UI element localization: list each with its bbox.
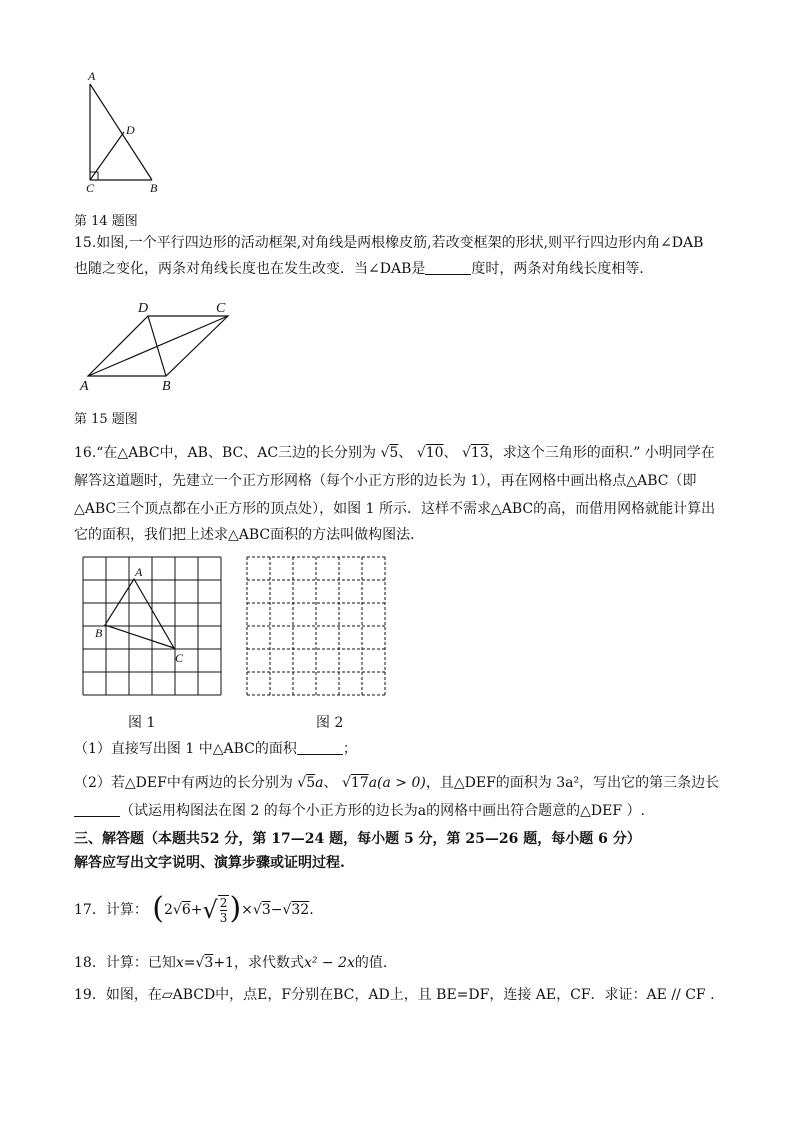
q17-end: . xyxy=(309,902,314,918)
q17-sqrt32: √32 xyxy=(282,902,310,918)
q16-line-2: 解答这道题时，先建立一个正方形网格（每个小正方形的边长为 1），再在网格中画出格点△ABC（即 xyxy=(74,473,697,489)
q17-sqrt3: √3 xyxy=(252,902,271,918)
q16-text-b: ，求这个三角形的面积.” 小明同学在 xyxy=(488,445,715,461)
dashed-grid xyxy=(247,557,385,695)
label-a: A xyxy=(88,69,96,83)
segment-ab xyxy=(90,84,152,180)
q18-plus1: +1 xyxy=(213,955,234,971)
q17-bracket-open: ( xyxy=(152,891,164,926)
sqrt-5a: √5a xyxy=(297,775,324,791)
radicand-3: 3 xyxy=(261,902,271,918)
q17-prefix: 17．计算： xyxy=(74,902,148,918)
q17-plus: + xyxy=(190,902,203,918)
sqrt-5: √5 xyxy=(380,445,399,461)
label-d: D xyxy=(138,301,149,316)
q18-end: 的值. xyxy=(354,955,388,971)
grid-label-a: A xyxy=(135,565,143,579)
sqrt-13: √13 xyxy=(462,445,489,461)
radicand-6: 6 xyxy=(181,902,191,918)
q17-coef: 2 xyxy=(164,902,173,918)
q18-x: x xyxy=(175,955,184,971)
q16-sub2-blank[interactable] xyxy=(74,802,120,817)
radicand-5: 5 xyxy=(389,445,399,461)
figure-1-grid xyxy=(82,556,224,698)
radicand-5a: 5 xyxy=(306,775,316,791)
q17-minus: − xyxy=(270,902,283,918)
frac-num: 2 xyxy=(219,896,228,910)
q15-text-a: 也随之变化，两条对角线长度也在发生改变．当∠DAB是 xyxy=(74,261,426,277)
triangle-abc xyxy=(105,579,174,648)
radicand-17a: 17 xyxy=(350,775,369,791)
label-d: D xyxy=(126,123,135,137)
q16-line-1 xyxy=(74,442,734,464)
sqrt-17a: √17a(a > 0) xyxy=(341,775,426,791)
figure-2-grid xyxy=(246,556,388,698)
q18-expr: x² − 2x xyxy=(303,955,355,971)
figure-15-caption: 第 15 题图 xyxy=(74,412,138,427)
q17-bracket-close: ) xyxy=(229,891,242,926)
figure-2-label: 图 2 xyxy=(316,715,344,731)
q15-line-2 xyxy=(74,258,734,280)
q16-line-4: 它的面积，我们把上述求△ABC面积的方法叫做构图法． xyxy=(74,527,425,543)
q15-text-b: 度时，两条对角线长度相等． xyxy=(471,261,654,277)
q16-sub2-text-a: （2）若△DEF中有两边的长分别为 xyxy=(74,775,293,791)
q16-sub1-end: ； xyxy=(342,741,357,757)
figure-14-triangle xyxy=(80,68,170,198)
diagonal-bd xyxy=(148,316,166,376)
grid-label-c: C xyxy=(175,651,184,665)
q17 xyxy=(74,892,734,932)
grid-label-b: B xyxy=(95,626,103,640)
q18 xyxy=(74,952,734,974)
q19: 19．如图，在▱ABCD中，点E，F分别在BC，AD上，且 BE=DF，连接 AE，CF．求证：AE // CF . xyxy=(74,987,715,1003)
q17-times: × xyxy=(241,902,253,918)
label-b: B xyxy=(162,379,171,394)
label-c: C xyxy=(86,181,95,195)
section-3-title: 三、解答题（本题共52 分，第 17—24 题，每小题 5 分，第 25—26 题，每小题 6 分） xyxy=(74,831,641,847)
radicand-32: 32 xyxy=(291,902,310,918)
q18-eq: = xyxy=(183,955,196,971)
solid-grid xyxy=(83,557,221,695)
q16-sub-2 xyxy=(74,772,734,794)
frac-den: 3 xyxy=(219,911,228,925)
label-a: A xyxy=(80,379,89,394)
section-3-subtitle: 解答应写出文字说明、演算步骤或证明过程. xyxy=(74,855,345,871)
var-a-1: a xyxy=(315,775,324,791)
radicand-13: 13 xyxy=(470,445,489,461)
sep-2: 、 xyxy=(443,445,458,461)
q16-line-3: △ABC三个顶点都在小正方形的顶点处），如图 1 所示．这样不需求△ABC的高，而借用网格就能计算出 xyxy=(74,501,716,517)
label-c: C xyxy=(216,301,226,316)
radicand-10: 10 xyxy=(425,445,444,461)
sep-1: 、 xyxy=(398,445,413,461)
var-a-2: a(a > 0) xyxy=(368,775,426,791)
sep-3: 、 xyxy=(323,775,338,791)
figure-1-label: 图 1 xyxy=(128,715,156,731)
q16-sub2-text-b: ，且△DEF的面积为 3a²，写出它的第三条边长 xyxy=(425,775,720,791)
q16-sub-2-line-2 xyxy=(74,800,734,822)
segment-cd xyxy=(90,132,124,180)
q16-text-a: 16.“在△ABC中，AB、BC、AC三边的长分别为 xyxy=(74,445,377,461)
figure-15-parallelogram xyxy=(76,296,246,396)
q18-sqrt3: √3 xyxy=(195,955,214,971)
figure-14-caption: 第 14 题图 xyxy=(74,214,138,229)
q17-sqrt-frac: √ $\frac{2}{3}$ xyxy=(202,896,228,925)
label-b: B xyxy=(150,181,158,195)
diagonal-ac xyxy=(88,316,228,376)
q16-sub1-blank[interactable] xyxy=(297,740,343,755)
q18-mid: ，求代数式 xyxy=(233,955,304,971)
radicand-3: 3 xyxy=(204,955,214,971)
q15-line-1: 15.如图,一个平行四边形的活动框架,对角线是两根橡皮筋,若改变框架的形状,则平行四边形内角∠DAB xyxy=(74,235,704,251)
q16-sub-1 xyxy=(74,738,734,760)
q17-sqrt6: √6 xyxy=(172,902,191,918)
q15-answer-blank[interactable] xyxy=(425,260,471,275)
q16-sub2-text-c: （试运用构图法在图 2 的每个小正方形的边长为a的网格中画出符合题意的△DEF ）. xyxy=(120,803,645,819)
q18-prefix: 18．计算：已知 xyxy=(74,955,176,971)
sqrt-10: √10 xyxy=(416,445,444,461)
q16-sub1-text: （1）直接写出图 1 中△ABC的面积 xyxy=(74,741,297,757)
